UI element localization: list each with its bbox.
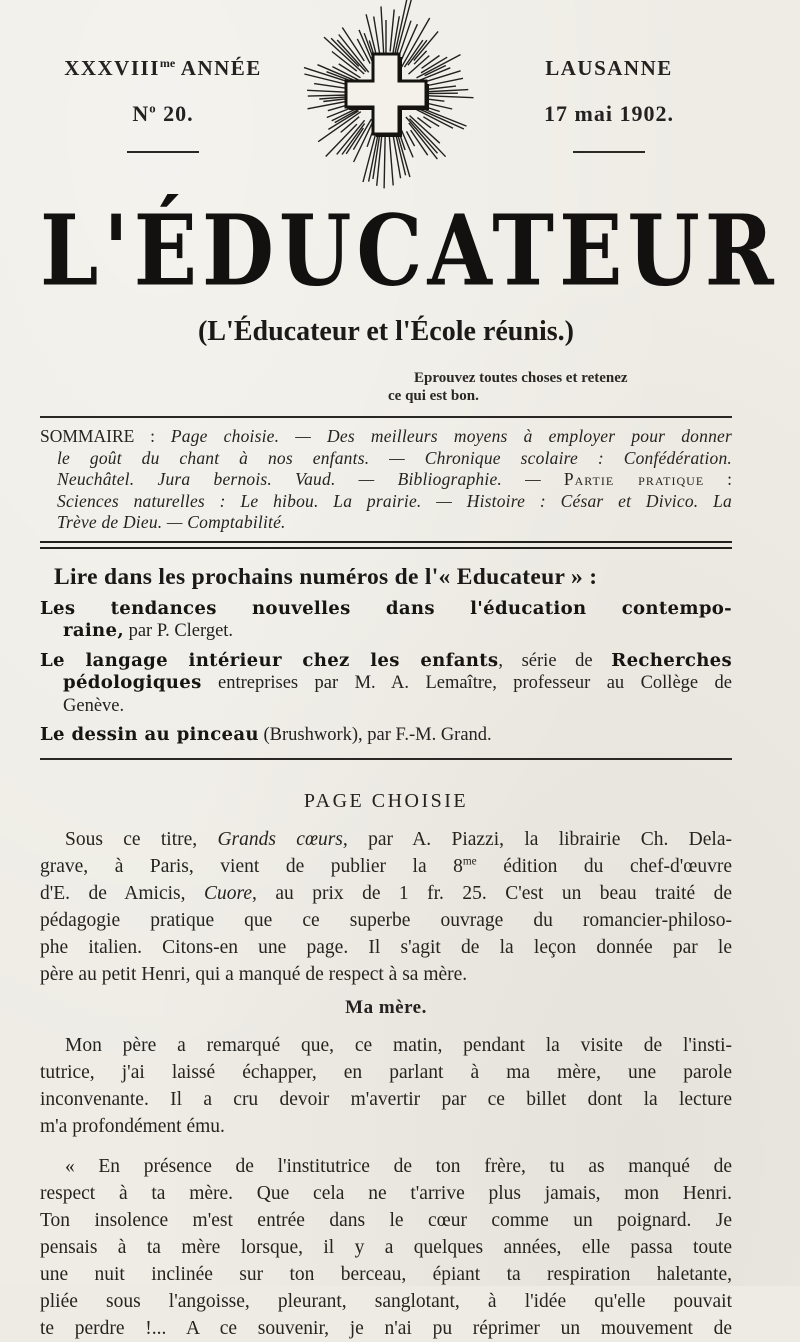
text-line: respect à ta mère. Que cela ne t'arrive plus jamais, mon Henri. [40,1182,732,1204]
text-line: SOMMAIRE : Page choisie. — Des meilleurs moyens à employer pour donner [40,426,732,446]
sommaire-block [40,426,732,534]
text-line: Mon père a remarqué que, ce matin, pendant la visite de l'insti- [65,1034,732,1056]
upcoming-issues-heading: Lire dans les prochains numéros de l'« Educateur » : [54,563,598,590]
motto [388,370,670,405]
text-line: inconvenante. Il a cru devoir m'avertir par ce billet dont la lecture [40,1088,732,1110]
short-divider [127,151,199,153]
article-paragraph [40,1032,732,1140]
upcoming-item [40,650,732,718]
double-rule [40,541,732,549]
upcoming-item [40,724,732,747]
masthead-title: L'ÉDUCATEUR [40,193,779,308]
text-line: pensais à ta mère lorsque, il y a quelques années, elle passa toute [40,1236,732,1258]
annee-label: $XXXVIII^{me}$ ANNÉE [64,56,262,80]
swiss-cross-sunburst-icon [286,0,486,194]
numero-label: $N^o$ 20. [132,101,194,126]
text-line: Les tendances nouvelles dans l'éducation contempo- [40,597,732,619]
text-line: Sous ce titre, Grands cœurs, par A. Piazzi, la librairie Ch. Dela- [65,828,732,850]
text-line: pédologiques entreprises par M. A. Lemaître, professeur au Collège de [63,672,732,693]
page-content [40,0,779,1342]
text-line: Le dessin au pinceau (Brushwork), par F.-M. Grand. [40,724,492,745]
horizontal-rule [40,416,732,418]
motto-line: Eprouvez toutes choses et retenez [414,370,628,386]
horizontal-rule [40,758,732,760]
text-line: phe italien. Citons-en une page. Il s'agit de la leçon donnée par le [40,936,732,958]
masthead-subtitle: (L'Éducateur et l'École réunis.) [198,316,574,347]
text-line: Sciences naturelles : Le hibou. La prairie. — Histoire : César et Divico. La [57,490,732,511]
issue-info-right [486,0,732,153]
text-line: Genève. [63,695,125,716]
text-line: Trève de Dieu. — Comptabilité. [57,512,286,532]
text-line: le goût du chant à nos enfants. — Chronique scolaire : Confédération. [57,447,732,468]
text-line: Le langage intérieur chez les enfants, série de Recherches [40,649,732,671]
article-subheading: Ma mère. [345,996,427,1018]
text-line: père au petit Henri, qui a manqué de respect à sa mère. [40,963,468,985]
text-line: pliée sous l'angoisse, pleurant, sanglotant, à l'idée qu'elle pouvait [40,1290,732,1312]
upcoming-item [40,598,732,643]
text-line: une nuit inclinée sur ton berceau, épiant ta respiration haletante, [40,1263,732,1285]
text-line: te perdre !... A ce souvenir, je n'ai pu réprimer un mouvement de [40,1317,732,1339]
text-line: grave, à Paris, vient de publier la $8^{me}$ édition du chef-d'œuvre [40,855,732,877]
text-line: m'a profondément ému. [40,1115,225,1137]
text-line: tutrice, j'ai laissé échapper, en parlant à ma mère, une parole [40,1061,732,1083]
city-label: LAUSANNE [545,56,673,80]
text-line: d'E. de Amicis, Cuore, au prix de 1 fr. 25. C'est un beau traité de [40,882,732,904]
article-heading: PAGE CHOISIE [303,789,469,812]
motto-line: ce qui est bon. [388,387,479,404]
text-line: Neuchâtel. Jura bernois. Vaud. — Bibliographie. — Partie pratique : [57,469,732,489]
text-line: « En présence de l'institutrice de ton frère, tu as manqué de [65,1155,732,1177]
text-line: raine, par P. Clerget. [63,620,234,641]
issue-info-left [40,0,286,153]
swiss-cross-emblem [286,0,486,188]
short-divider [573,151,645,153]
header [40,0,732,188]
article-paragraph [40,826,732,988]
text-line: Ton insolence m'est entrée dans le cœur comme un poignard. Je [40,1209,732,1231]
text-line: pédagogie pratique que ce superbe ouvrage du romancier-philoso- [40,909,732,931]
article-paragraph [40,1153,732,1342]
date-label: 17 mai 1902. [544,101,674,126]
